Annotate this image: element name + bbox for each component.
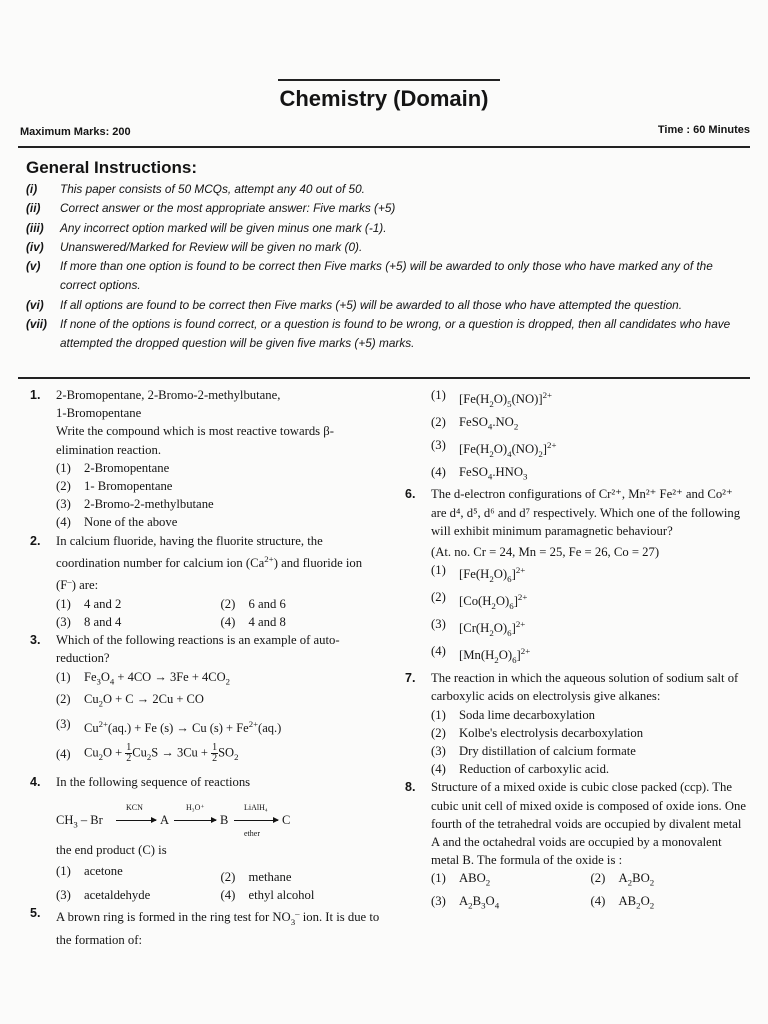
option-number: (3)	[56, 497, 71, 512]
option[interactable]	[405, 588, 750, 615]
question-4	[30, 773, 385, 791]
option-number: (1)	[56, 863, 71, 878]
question-number: 8.	[405, 780, 416, 795]
question-text: A brown ring is formed in the ring test for $NO_3^-$ ion. It is due to the formation of:	[56, 908, 380, 948]
reagent-label: KCN	[126, 803, 143, 813]
option-text: 6 and 6	[248, 596, 286, 611]
question-1	[30, 386, 385, 459]
instruction-text: Correct answer or the most appropriate answer: Five marks (+5)	[60, 201, 396, 216]
option[interactable]	[30, 668, 385, 691]
option[interactable]	[405, 463, 750, 486]
option-number: (4)	[220, 614, 236, 629]
instruction-text: Any incorrect option marked will be given minus one mark (-1).	[60, 220, 387, 235]
option[interactable]	[405, 642, 750, 669]
formula: $[Cr(H_2O)_6]^{2+}$	[459, 619, 526, 638]
left-column	[30, 386, 385, 949]
time-label: Time : 60 Minutes	[657, 124, 750, 136]
option-row	[30, 595, 385, 613]
option[interactable]	[405, 742, 750, 760]
option-text: Soda lime decarboxylation	[459, 707, 596, 722]
question-number: 2.	[30, 533, 41, 548]
option-number: (4)	[431, 644, 446, 659]
instructions-title: General Instructions:	[26, 158, 197, 177]
option-number: (2)	[56, 692, 71, 707]
option-number: (3)	[56, 887, 71, 902]
equation: $Cu^{2+}(aq.) + Fe$ (s) → Cu $(s) + Fe^{2+}(aq.)$	[84, 718, 282, 736]
question-text: Which of the following reactions is an example of auto-reduction?	[56, 633, 340, 666]
option-text: acetaldehyde	[84, 887, 151, 902]
option[interactable]	[405, 561, 750, 588]
intermediate-a: A	[160, 813, 170, 828]
option-text: 4 and 8	[248, 614, 286, 629]
option-text: acetone	[84, 863, 123, 878]
option[interactable]	[56, 613, 221, 631]
option-text: 1- Bromopentane	[84, 479, 173, 494]
option-number: (4)	[590, 894, 606, 909]
formula: $[Fe(H_2O)_5(NO)]^{2+}$	[459, 390, 553, 409]
instructions-divider	[18, 377, 750, 379]
header-divider	[18, 146, 750, 148]
instruction-item	[26, 199, 750, 218]
option-number: (4)	[431, 762, 446, 777]
option[interactable]	[30, 495, 385, 513]
formula: $[Co(H_2O)_6]^{2+}$	[459, 592, 528, 611]
option[interactable]	[221, 868, 386, 886]
option-number: (1)	[431, 871, 446, 886]
option-row	[405, 869, 750, 892]
formula: $[Fe(H_2O)_4(NO)_2]^{2+}$	[459, 439, 557, 459]
option[interactable]	[405, 760, 750, 778]
formula: $[Fe(H_2O)_6]^{2+}$	[459, 565, 526, 584]
question-text: The d-electron configurations of Cr²⁺, Mn²⁺ Fe²⁺ and Co²⁺ are d⁴, d⁵, d⁶ and d⁷ respectively. Which one of the following will exhibit minimum paramagnetic behaviour?	[431, 487, 741, 538]
intermediate-b: B	[220, 813, 229, 828]
option-number: (3)	[431, 743, 446, 758]
instruction-text: Unanswered/Marked for Review will be given no mark (0).	[60, 239, 363, 254]
instruction-item	[26, 296, 750, 315]
instruction-text: This paper consists of 50 MCQs, attempt any 40 out of 50.	[60, 182, 365, 196]
option-number: (1)	[431, 388, 446, 402]
option-number: (1)	[56, 596, 71, 611]
option-text: 4 and 2	[84, 596, 122, 611]
option-number: (2)	[431, 590, 446, 605]
instruction-number: (ii)	[26, 201, 41, 216]
option[interactable]	[431, 892, 591, 915]
option[interactable]	[405, 413, 750, 436]
question-2	[30, 532, 385, 595]
title-top-rule	[278, 79, 500, 81]
instruction-number: (vi)	[26, 297, 44, 312]
option-number: (2)	[56, 479, 71, 494]
instruction-item	[26, 219, 750, 238]
question-6	[405, 485, 750, 540]
question-5	[30, 904, 385, 949]
option-number: (1)	[56, 460, 71, 475]
option-text: Kolbe's electrolysis decarboxylation	[459, 725, 644, 740]
option[interactable]	[30, 715, 385, 737]
question-number: 1.	[30, 388, 41, 402]
formula: $FeSO_4.NO_2$	[459, 414, 519, 432]
question-text: The reaction in which the aqueous solution of sodium salt of carboxylic acids on electrolysis give alkanes:	[431, 671, 739, 704]
option[interactable]	[405, 386, 750, 413]
instruction-number: (iii)	[26, 220, 44, 235]
question-number: 3.	[30, 633, 41, 648]
reaction-arrow	[174, 820, 216, 821]
equation: $Cu_2O + C \to 2Cu$ + CO	[84, 692, 204, 709]
option[interactable]	[30, 741, 385, 767]
option-number: (1)	[56, 669, 71, 684]
option-number: (1)	[431, 563, 446, 578]
option-number: (4)	[431, 464, 446, 479]
option-number: (3)	[56, 716, 71, 731]
question-text: 1-Bromopentane	[56, 406, 142, 421]
general-instructions	[26, 158, 750, 354]
page-title: Chemistry (Domain)	[279, 86, 489, 111]
option[interactable]	[221, 613, 386, 631]
question-8	[405, 778, 750, 869]
question-number: 4.	[30, 775, 41, 790]
formula: $A_2BO_2$	[618, 871, 655, 888]
option-text: Reduction of carboxylic acid.	[459, 762, 610, 777]
instruction-number: (vii)	[26, 317, 47, 332]
option-number: (3)	[431, 617, 446, 632]
option-text: None of the above	[84, 515, 178, 530]
option[interactable]	[591, 869, 751, 892]
option-text: ethyl alcohol	[248, 887, 315, 902]
option[interactable]	[431, 869, 591, 892]
instruction-number: (iv)	[26, 239, 44, 254]
formula: $A_2B_3O_4$	[459, 894, 500, 911]
option[interactable]	[30, 459, 385, 477]
option[interactable]	[221, 595, 386, 613]
equation: $Fe_3O_4 + 4CO \to 3Fe + 4CO_2$	[84, 669, 230, 687]
option[interactable]	[591, 892, 751, 915]
option-number: (2)	[220, 596, 236, 611]
option[interactable]	[56, 595, 221, 613]
option[interactable]	[405, 706, 750, 724]
instruction-text: If all options are found to be correct then Five marks (+5) will be awarded to all those who have attempted the question.	[60, 297, 682, 312]
question-text: In calcium fluoride, having the fluorite structure, the coordination number for calcium ion $(Ca^{2+})$ and fluoride ion (F–) are:	[56, 533, 363, 593]
option-number: (2)	[431, 414, 446, 429]
option[interactable]	[30, 690, 385, 713]
instruction-item	[26, 315, 750, 354]
question-number: 6.	[405, 487, 416, 502]
question-7	[405, 669, 750, 705]
formula: $ABO_2$	[459, 871, 491, 888]
option[interactable]	[30, 513, 385, 531]
question-text: 2-Bromopentane, 2-Bromo-2-methylbutane,	[56, 388, 281, 402]
option-number: (4)	[56, 747, 71, 762]
option[interactable]	[405, 436, 750, 463]
option-row	[30, 613, 385, 631]
option-number: (1)	[431, 707, 446, 722]
option-row	[30, 862, 385, 886]
option-text: Dry distillation of calcium formate	[459, 743, 636, 758]
question-text: Write the compound which is most reactive towards β-elimination reaction.	[56, 424, 334, 457]
instruction-item	[26, 180, 750, 199]
option-text: methane	[248, 869, 292, 884]
instruction-number: (v)	[26, 259, 41, 274]
option-number: (2)	[220, 869, 236, 884]
question-number: 5.	[30, 906, 41, 921]
formula: $AB_2O_2$	[618, 894, 655, 911]
option-text: 2-Bromopentane	[84, 460, 170, 475]
option[interactable]	[221, 886, 386, 904]
option-number: (2)	[431, 725, 446, 740]
formula: $[Mn(H_2O)_6]^{2+}$	[459, 646, 531, 665]
max-marks-label: Maximum Marks: 200	[20, 126, 131, 138]
question-3	[30, 631, 385, 667]
question-text: Structure of a mixed oxide is cubic close packed (ccp). The cubic unit cell of mixed oxide is composed of oxide ions. One fourth of the tetrahedral voids are occupied by divalent metal A and the octahedral voids are occupied by a monovalent metal B. The formula of the oxide is :	[431, 780, 747, 868]
equation: $Cu_2O + 1$ $2Cu_2S \to 3Cu + 1$ $2SO_2$	[84, 741, 239, 764]
instruction-item	[26, 257, 750, 296]
reaction-arrow	[116, 820, 156, 821]
option-row	[405, 892, 750, 915]
product-c: C	[282, 813, 291, 828]
option-number: (4)	[220, 887, 236, 902]
right-column	[405, 386, 750, 915]
instruction-number: (i)	[26, 182, 38, 196]
option[interactable]	[56, 862, 221, 886]
reagent-label: LiAlH₄	[244, 803, 268, 813]
reagent-label: H₃O⁺	[186, 803, 205, 813]
option-number: (4)	[56, 515, 71, 530]
option-number: (3)	[431, 894, 446, 909]
option-row	[30, 886, 385, 904]
option[interactable]	[30, 477, 385, 495]
reaction-scheme	[56, 791, 385, 841]
option[interactable]	[56, 886, 221, 904]
question-text: the end product (C) is	[56, 843, 167, 858]
reagent-label: ether	[244, 829, 260, 839]
formula: $FeSO_4.HNO_3$	[459, 464, 528, 482]
option-text: 2-Bromo-2-methylbutane	[84, 497, 214, 512]
question-number: 7.	[405, 671, 416, 686]
atomic-numbers: (At. no. Cr = 24, Mn = 25, Fe = 26, Co = 27)	[431, 545, 660, 560]
option-number: (2)	[590, 871, 606, 886]
option[interactable]	[405, 615, 750, 642]
reaction-arrow	[234, 820, 278, 821]
instruction-text: If more than one option is found to be correct then Five marks (+5) will be awarded to only those who have marked any of the correct options.	[60, 259, 713, 293]
option[interactable]	[405, 724, 750, 742]
question-text: In the following sequence of reactions	[56, 775, 251, 790]
instruction-text: If none of the options is found correct, or a question is found to be wrong, or a question is dropped, then all candidates who have attempted the dropped question will be given five marks (+5) marks.	[60, 317, 731, 351]
option-text: 8 and 4	[84, 614, 122, 629]
option-number: (3)	[431, 437, 446, 452]
reactant: $CH_3$ – Br	[56, 813, 103, 830]
option-number: (3)	[56, 614, 71, 629]
instruction-item	[26, 238, 750, 257]
